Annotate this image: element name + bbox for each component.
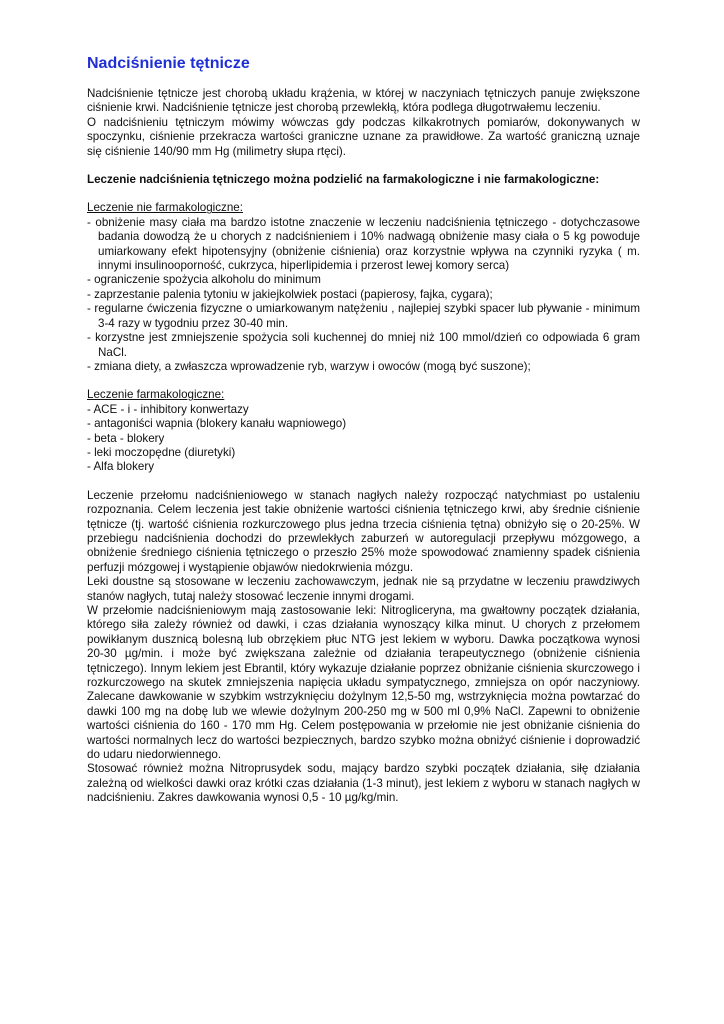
- pharm-item-4: - leki moczopędne (diuretyki): [87, 445, 236, 459]
- crisis-paragraph-1: Leczenie przełomu nadciśnieniowego w stanach nagłych należy rozpocząć natychmiast po ustaleniu rozpoznania. Celem leczenia jest takie obniżenie wartości ciśnienia tętniczego krwi, aby średnie ciśnienie tętnicze (tj. wartość ciśnienia rozkurczowego plus jedna trzecia ciśnienia tętna) obniżyło się o 20-25%. W przebiegu nadciśnienia dochodzi do przewlekłych zaburzeń w autoregulacji przepływu mózgowego, a obniżenie średniego ciśnienia tętniczego o przeszło 25% może spowodować znamienny spadek ciśnienia perfuzji mózgowej i wystąpienie objawów niedokrwienia mózgu.: [87, 488, 640, 574]
- crisis-paragraph-2: Leki doustne są stosowane w leczeniu zachowawczym, jednak nie są przydatne w leczeniu prawdziwych stanów nagłych, tutaj należy stosować leczenie innymi drogami.: [87, 575, 640, 603]
- pharm-item-5: - Alfa blokery: [87, 460, 155, 474]
- non-pharm-item-1: - obniżenie masy ciała ma bardzo istotne znaczenie w leczeniu nadciśnienia tętniczego - dotychczasowe badania dowodzą że u chorych z nadciśnieniem i 10% nadwagą obniżenie masy ciała o 5 kg powoduje umiarkowany efekt hipotensyjny (obniżenie ciśnienia) oraz korzystnie wpływa na czynniki ryzyka ( m. innymi insulinooporność, cukrzyca, hiperlipidemia i przerost lewej komory serca): [87, 215, 640, 273]
- crisis-paragraph-4: Stosować również można Nitroprusydek sodu, mający bardzo szybki początek działania, siłę działania zależną od wielkości dawki oraz krótki czas działania (1-3 minut), jest lekiem z wyboru w stanach nagłych w nadciśnieniu. Zakres dawkowania wynosi 0,5 - 10 µg/kg/min.: [87, 762, 640, 805]
- non-pharm-item-3: - zaprzestanie palenia tytoniu w jakiejkolwiek postaci (papierosy, fajka, cygara);: [87, 287, 493, 301]
- crisis-paragraph-3: W przełomie nadciśnieniowym mają zastosowanie leki: Nitrogliceryna, ma gwałtowny początek działania, którego siła zależy również od dawki, i czas działania wynoszący kilka minut. U chorych z przełomem powikłanym dusznicą bolesną lub obrzękiem płuc NTG jest lekiem w wyboru. Dawka początkowa wynosi 20-30 µg/min. i może być zwiększana zależnie od działania terapeutycznego (obniżenie ciśnienia tętniczego). Innym lekiem jest Ebrantil, który wykazuje działanie poprzez obniżanie ciśnienia skurczowego i rozkurczowego na skutek zmniejszenia napięcia układu sympatycznego, zmniejsza on opór naczyniowy. Zalecane dawkowanie w szybkim wstrzyknięciu dożylnym 12,5-50 mg, wstrzyknięcia można powtarzać do dawki 100 mg na dobę lub we wlewie dożylnym 200-250 mg w 500 ml 0,9% NaCl. Zapewni to obniżenie wartości ciśnienia do 160 - 170 mm Hg. Celem postępowania w przełomie nie jest obniżanie ciśnienia do wartości normalnych lecz do wartości bezpiecznych, bardzo szybko można obniżyć ciśnienie i doprowadzić do udaru niedorwiennego.: [87, 604, 640, 762]
- pharm-item-1: - ACE - i - inhibitory konwertazy: [87, 402, 249, 416]
- pharm-item-2: - antagoniści wapnia (blokery kanału wapniowego): [87, 417, 347, 431]
- non-pharm-item-4: - regularne ćwiczenia fizyczne o umiarkowanym natężeniu , najlepiej szybki spacer lub pływanie - minimum 3-4 razy w tygodniu przez 30-40 min.: [87, 302, 640, 330]
- intro-paragraph-2: O nadciśnieniu tętniczym mówimy wówczas gdy podczas kilkakrotnych pomiarów, dokonywanych w spoczynku, ciśnienie przekracza wartości graniczne uznane za prawidłowe. Za wartość graniczną uznaje się ciśnienie 140/90 mm Hg (milimetry słupa rtęci).: [87, 115, 640, 158]
- non-pharm-item-5: - korzystne jest zmniejszenie spożycia soli kuchennej do mniej niż 100 mmol/dzień co odpowiada 6 gram NaCl.: [87, 331, 640, 359]
- non-pharm-heading: Leczenie nie farmakologiczne:: [87, 201, 243, 215]
- document-page: [87, 54, 640, 806]
- non-pharm-item-2: - ograniczenie spożycia alkoholu do minimum: [87, 273, 321, 287]
- page-title: Nadciśnienie tętnicze: [87, 55, 250, 72]
- treatment-division-heading: Leczenie nadciśnienia tętniczego można podzielić na farmakologiczne i nie farmakologiczne:: [87, 173, 600, 187]
- pharm-item-3: - beta - blokery: [87, 431, 165, 445]
- pharm-heading: Leczenie farmakologiczne:: [87, 388, 225, 402]
- non-pharm-item-6: - zmiana diety, a zwłaszcza wprowadzenie ryb, warzyw i owoców (mogą być suszone);: [87, 359, 531, 373]
- intro-paragraph-1: Nadciśnienie tętnicze jest chorobą układu krążenia, w której w naczyniach tętniczych panuje zwiększone ciśnienie krwi. Nadciśnienie tętnicze jest chorobą przewlekłą, która podlega długotrwałemu leczeniu.: [87, 87, 640, 115]
